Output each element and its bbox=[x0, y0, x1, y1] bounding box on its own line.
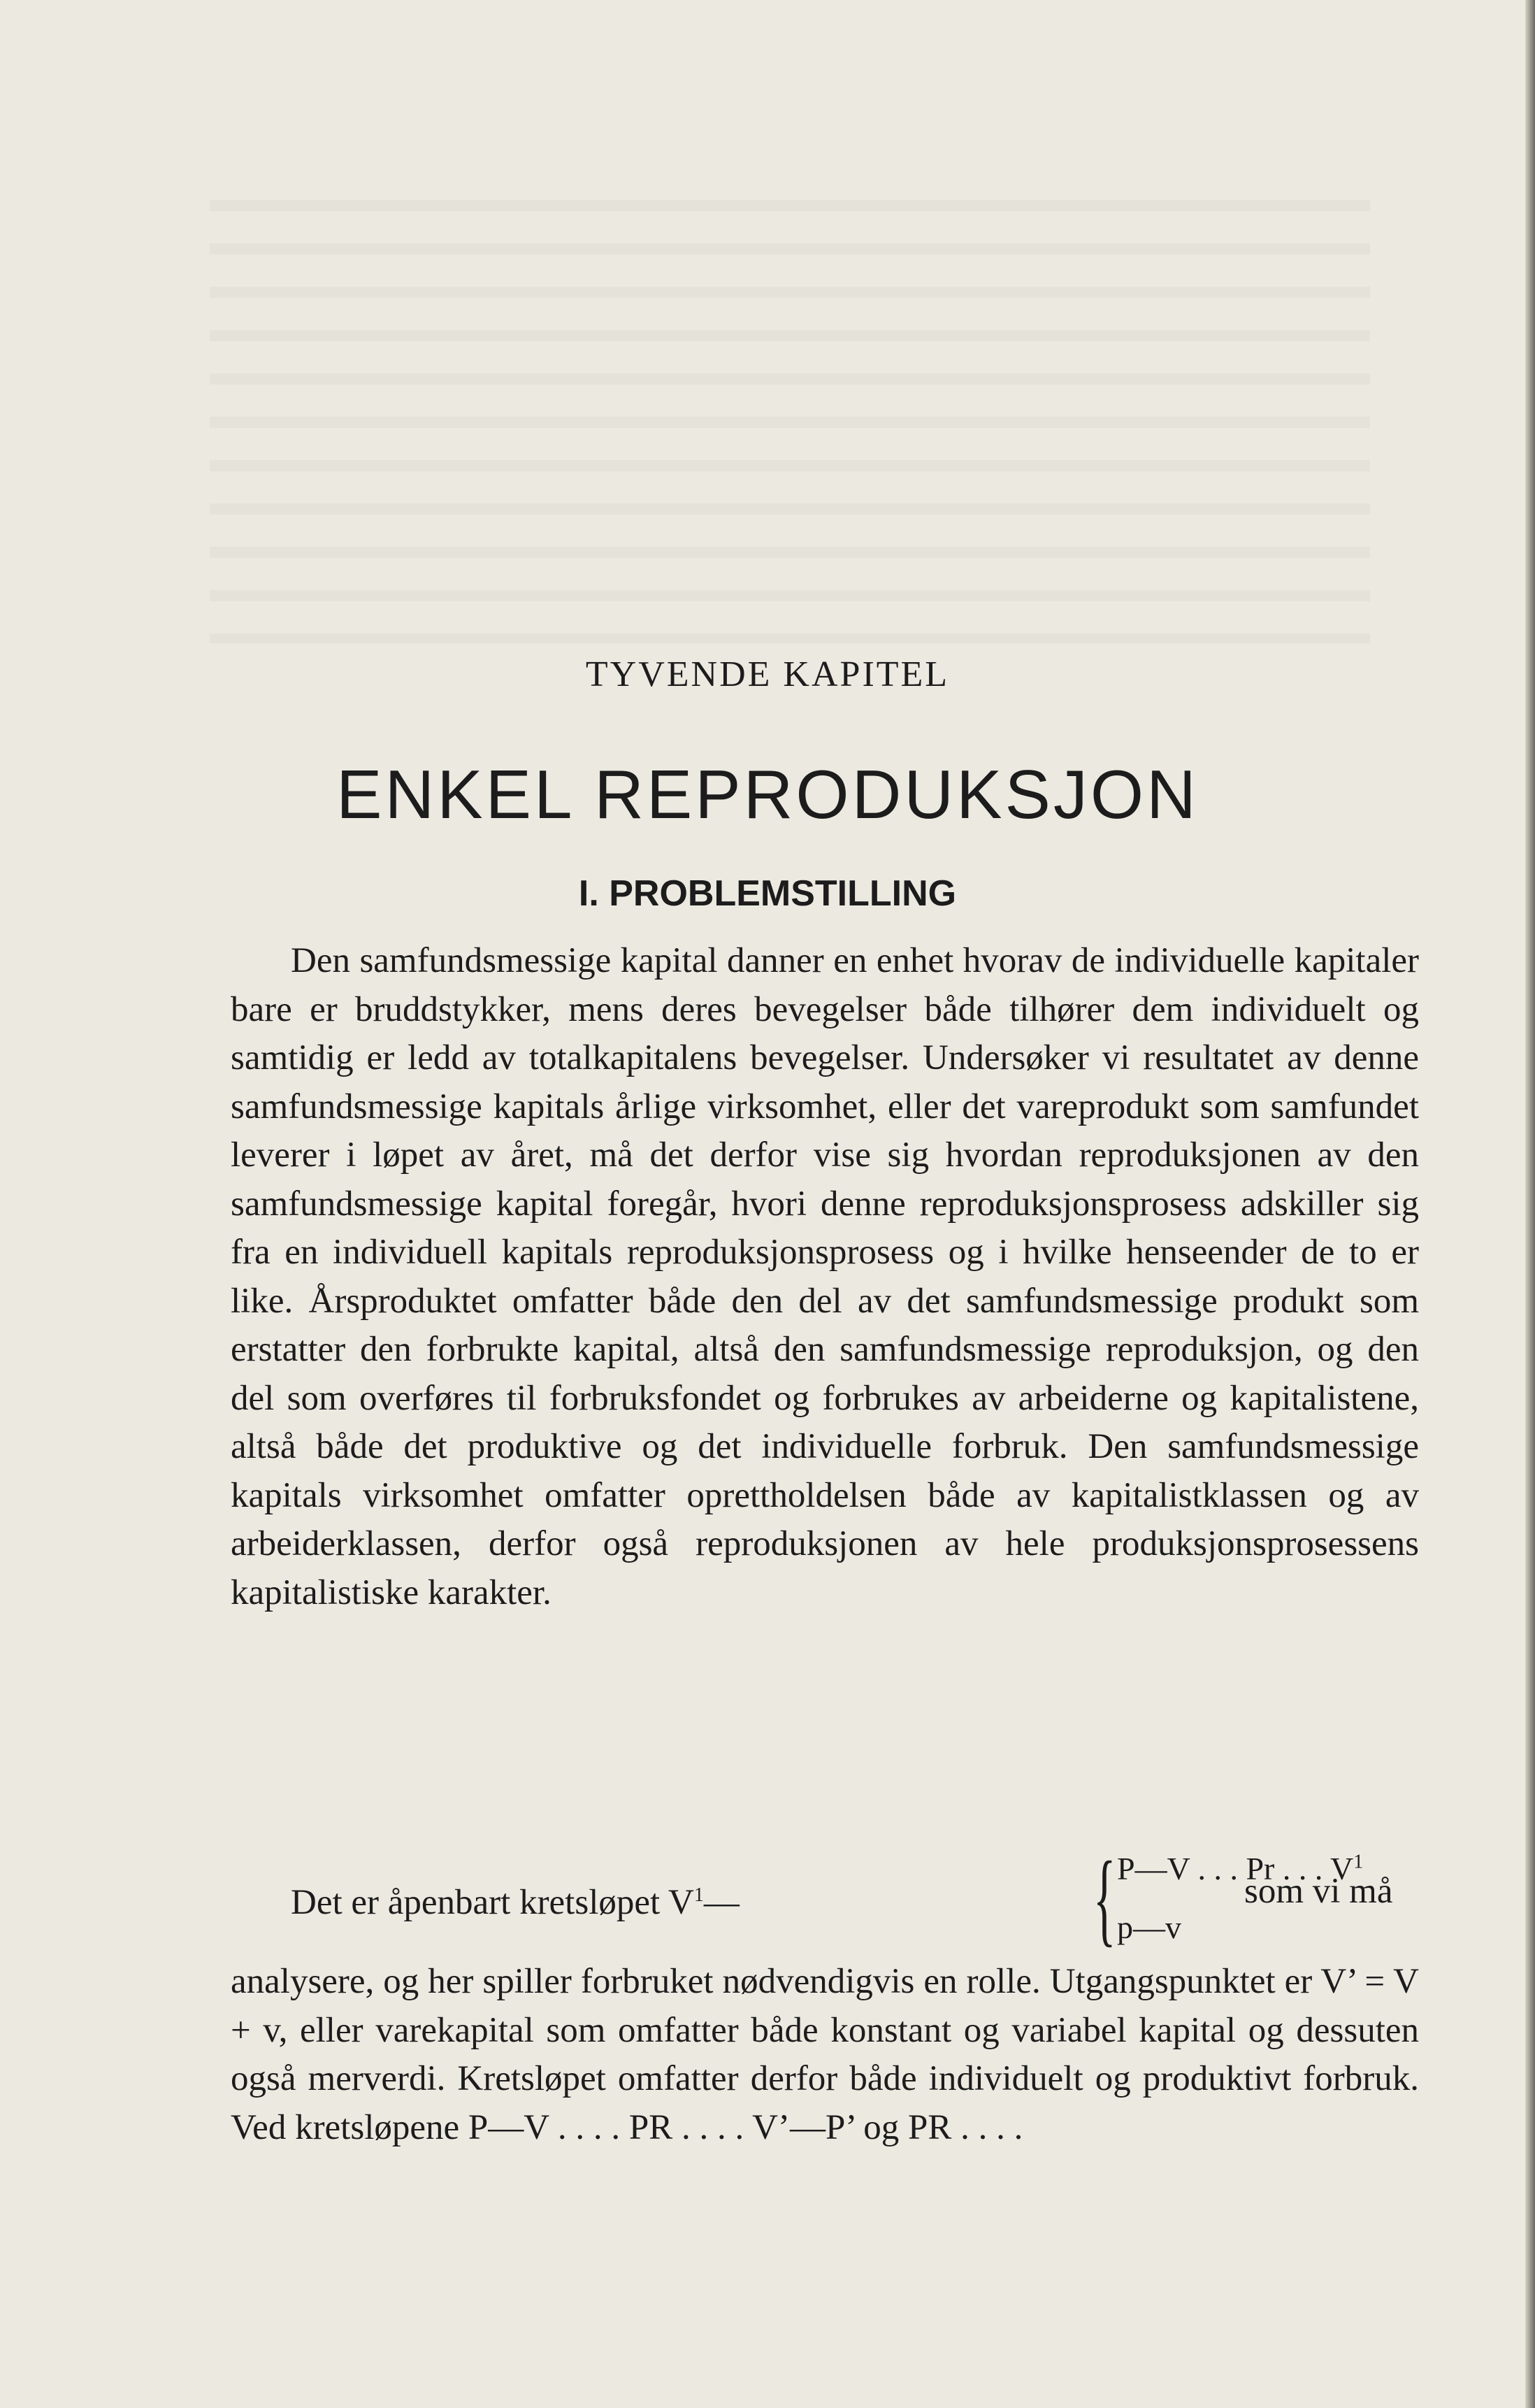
paragraph-1: Den samfundsmessige kapital danner en enhet hvorav de individuelle kapitaler bare er bruddstykker, mens deres bevegelser både tilhører dem individuelt og samtidig er ledd av totalkapitalens bevegelser. Undersøker vi resultatet av denne samfundsmessige kapitals årlige virksomhet, eller det vareprodukt som samfundet leverer i løpet av året, må det derfor vise sig hvordan reproduksjonen av den samfundsmessige kapital foregår, hvori denne reproduksjonsprosess adskiller sig fra en individuell kapitals reproduksjonsprosess og i hvilke henseender de to er like. Årsproduktet omfatter både den del av det samfundsmessige produkt som erstatter den forbrukte kapital, altså den samfundsmessige reproduksjon, og den del som overføres til forbruksfondet og forbrukes av arbeiderne og kapitalistene, altså både det produktive og det individuelle forbruk. Den samfundsmessige kapitals virksomhet omfatter oprettholdelsen både av kapitalistklassen og av arbeiderklassen, derfor også reproduksjonen av hele produksjonsprosessens kapitalistiske karakter. bbox=[231, 941, 1419, 1612]
formula-tail: som vi må bbox=[1244, 1872, 1393, 1911]
paragraph-2: analysere, og her spiller forbruket nødvendigvis en rolle. Utgangspunktet er V’ = V + v, eller varekapital som omfatter både konstant og variabel kapital og dessuten også merverdi. Kretsløpet omfatter derfor både individuelt og produktivt forbruk. Ved kretsløpene P—V . . . . PR . . . . V’—P’ og PR . . . . bbox=[231, 1962, 1419, 2147]
section-heading: I. PROBLEMSTILLING bbox=[578, 873, 957, 914]
chapter-title: ENKEL REPRODUKSJON bbox=[336, 756, 1199, 833]
curly-brace: { bbox=[1093, 1840, 1116, 1956]
formula-upper: P—V . . . Pr . . . $V^1$ bbox=[1117, 1851, 1364, 1886]
chapter-label: TYVENDE KAPITEL bbox=[585, 654, 950, 694]
page-edge bbox=[1525, 0, 1535, 2408]
bleed-through-text bbox=[210, 168, 1370, 643]
formula-line bbox=[231, 1840, 1419, 1956]
formula-lower: p—v bbox=[1117, 1909, 1181, 1945]
formula-lead: Det er åpenbart kretsløpet $V^1—$ bbox=[291, 1883, 740, 1922]
